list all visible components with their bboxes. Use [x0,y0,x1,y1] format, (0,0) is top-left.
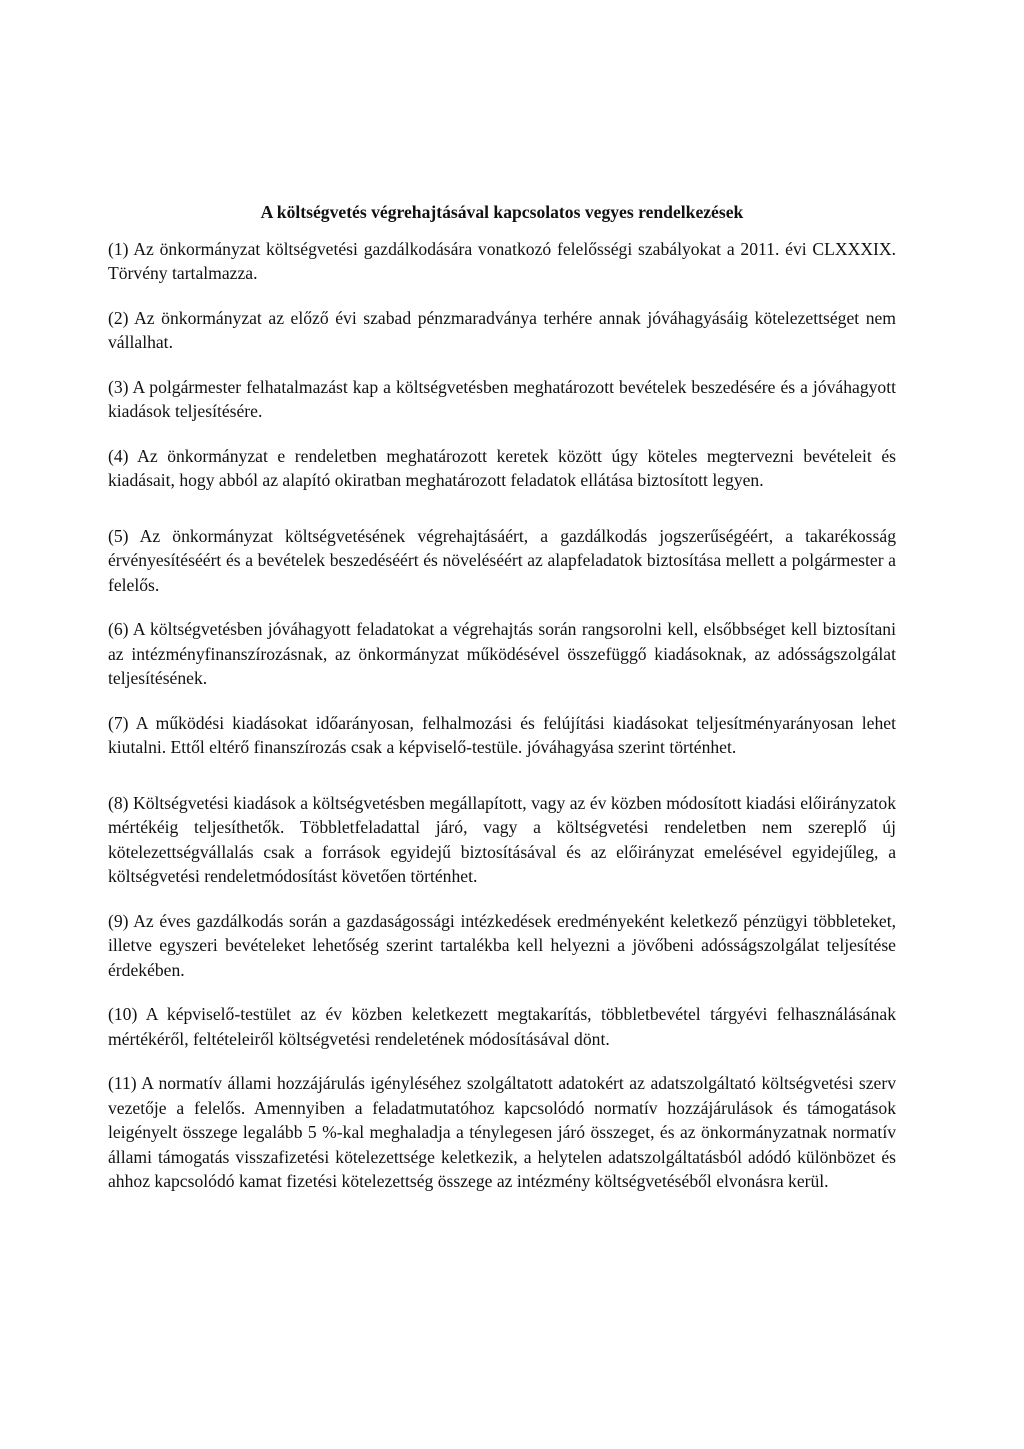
paragraph-7: (7) A működési kiadásokat időarányosan, felhalmozási és felújítási kiadásokat teljesítményarányosan lehet kiutalni. Ettől eltérő finanszírozás csak a képviselő-testüle. jóváhagyása szerint történhet. [108,712,896,757]
paragraph-11: (11) A normatív állami hozzájárulás igényléséhez szolgáltatott adatokért az adatszolgáltató költségvetési szerv vezetője a felelős. Amennyiben a feladatmutatóhoz kapcsolódó normatív hozzájárulások és támogatások leigényelt összege legalább 5 %-kal meghaladja a ténylegesen járó összeget, és az önkormányzatnak normatív állami támogatás visszafizetési kötelezettsége keletkezik, a helytelen adatszolgáltatásból adódó különbözet és ahhoz kapcsolódó kamat fizetési kötelezettség összege az intézmény költségvetéséből elvonásra kerül. [108,1073,896,1191]
paragraph-10: (10) A képviselő-testület az év közben keletkezett megtakarítás, többletbevétel tárgyévi felhasználásának mértékéről, feltételeiről költségvetési rendeletének módosításával dönt. [108,1004,896,1049]
paragraph-1: (1) Az önkormányzat költségvetési gazdálkodására vonatkozó felelősségi szabályokat a 2011. évi CLXXXIX. Törvény tartalmazza. [108,238,896,283]
paragraph-5: (5) Az önkormányzat költségvetésének végrehajtásáért, a gazdálkodás jogszerűségéért, a takarékosság érvényesítéséért és a bevételek beszedéséért és növeléséért az alapfeladatok biztosítása mellett a polgármester a felelős. [108,525,896,595]
document-title: A költségvetés végrehajtásával kapcsolatos vegyes rendelkezések [260,202,744,222]
paragraph-4: (4) Az önkormányzat e rendeletben meghatározott keretek között úgy köteles megtervezni bevételeit és kiadásait, hogy abból az alapító okiratban meghatározott feladatok ellátása biztosított legyen. [108,445,896,490]
paragraph-3: (3) A polgármester felhatalmazást kap a költségvetésben meghatározott bevételek beszedésére és a jóváhagyott kiadások teljesítésére. [108,376,896,421]
paragraph-2: (2) Az önkormányzat az előző évi szabad pénzmaradványa terhére annak jóváhagyásáig kötelezettséget nem vállalhat. [108,307,896,352]
paragraph-9: (9) Az éves gazdálkodás során a gazdaságossági intézkedések eredményeként keletkező pénzügyi többleteket, illetve egyszeri bevételeket lehetőség szerint tartalékba kell helyezni a jövőbeni adósságszolgálat teljesítése érdekében. [108,910,896,980]
document-page [108,200,896,1214]
paragraph-8: (8) Költségvetési kiadások a költségvetésben megállapított, vagy az év közben módosított kiadási előirányzatok mértékéig teljesíthetők. Többletfeladattal járó, vagy a költségvetési rendeletben nem szereplő új kötelezettségvállalás csak a források egyidejű biztosításával és az előirányzat emelésével egyidejűleg, a költségvetési rendeletmódosítást követően történhet. [108,792,896,886]
paragraph-6: (6) A költségvetésben jóváhagyott feladatokat a végrehajtás során rangsorolni kell, elsőbbséget kell biztosítani az intézményfinanszírozásnak, az önkormányzat működésével összefüggő kiadásoknak, az adósságszolgálat teljesítésének. [108,619,896,688]
